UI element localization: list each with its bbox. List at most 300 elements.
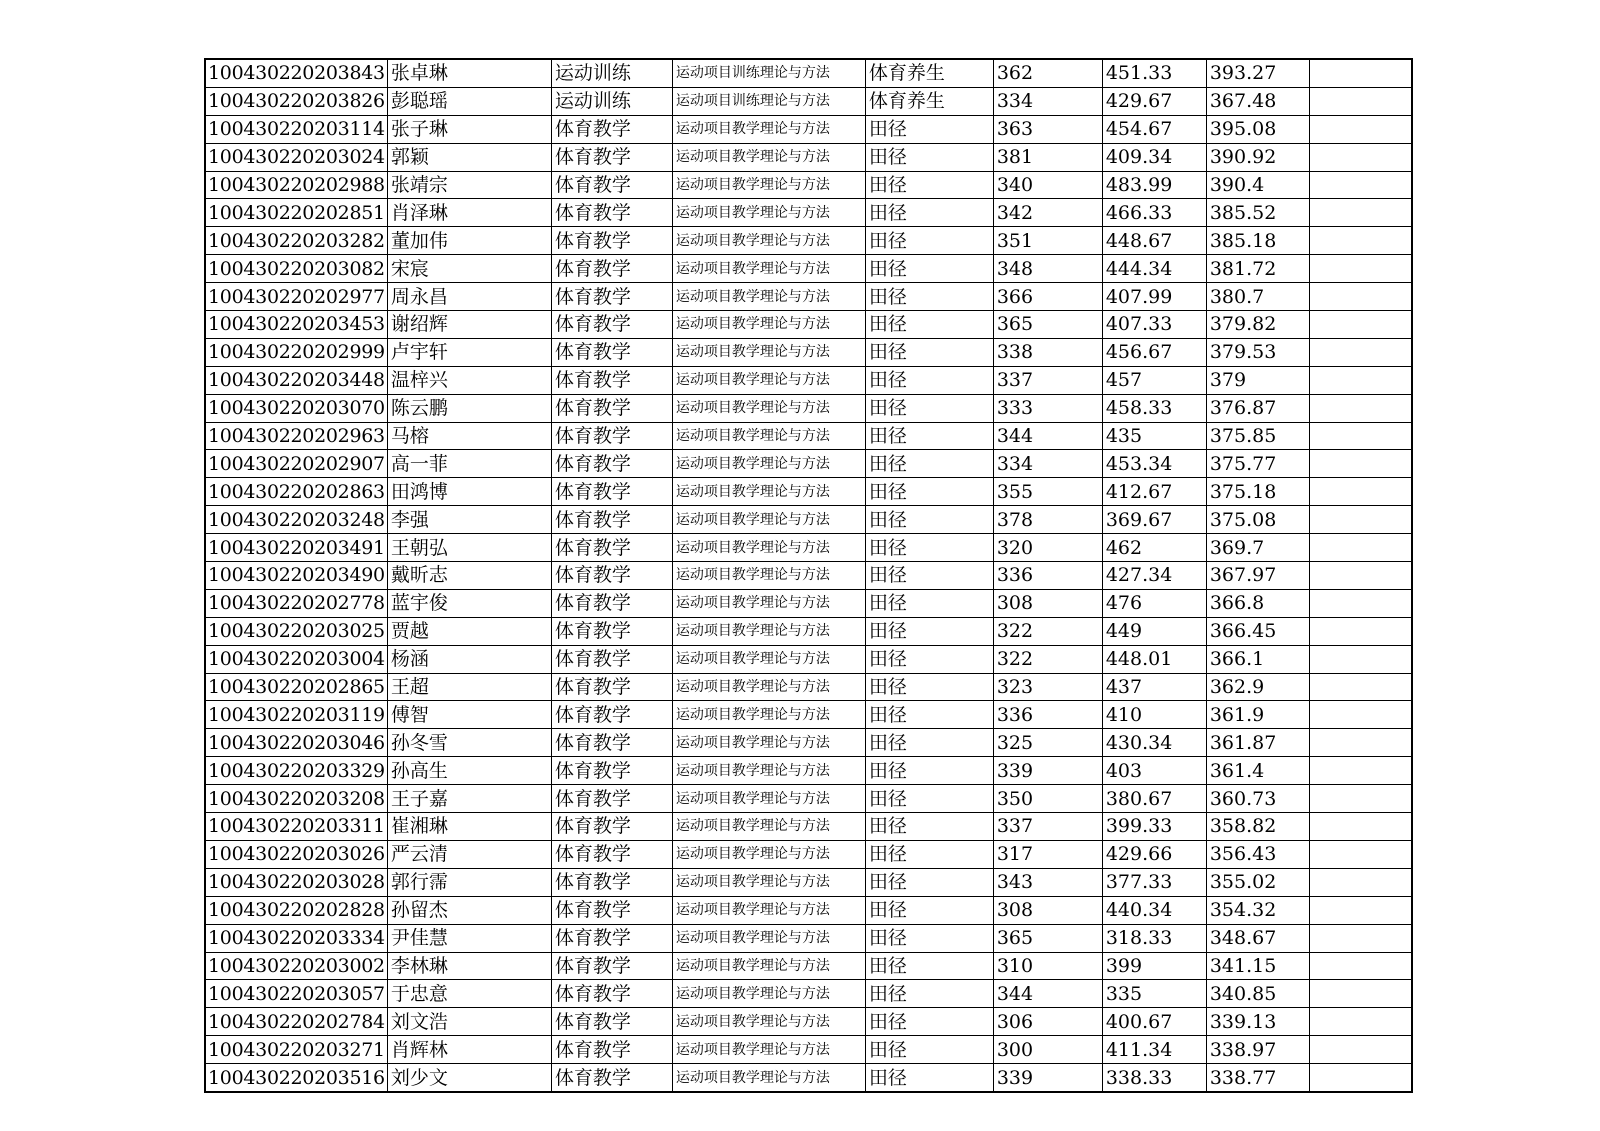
name-cell: 高一菲 bbox=[387, 450, 551, 478]
total-score-cell: 375.08 bbox=[1206, 506, 1309, 534]
remark-cell bbox=[1309, 952, 1412, 980]
table-row bbox=[205, 115, 1412, 143]
name-cell: 王朝弘 bbox=[387, 534, 551, 562]
name-cell: 李强 bbox=[387, 506, 551, 534]
remark-cell bbox=[1309, 1008, 1412, 1036]
exam-score-cell: 348 bbox=[993, 255, 1102, 283]
interview-score-cell: 458.33 bbox=[1102, 394, 1206, 422]
interview-score-cell: 454.67 bbox=[1102, 115, 1206, 143]
major-cell: 体育教学 bbox=[551, 255, 672, 283]
name-cell: 于忠意 bbox=[387, 980, 551, 1008]
interview-score-cell: 440.34 bbox=[1102, 896, 1206, 924]
name-cell: 张靖宗 bbox=[387, 171, 551, 199]
exam-number-cell: 100430220203082 bbox=[205, 255, 387, 283]
sport-cell: 田径 bbox=[865, 338, 993, 366]
name-cell: 卢宇轩 bbox=[387, 338, 551, 366]
remark-cell bbox=[1309, 506, 1412, 534]
major-cell: 体育教学 bbox=[551, 757, 672, 785]
exam-score-cell: 308 bbox=[993, 896, 1102, 924]
direction-cell: 运动项目教学理论与方法 bbox=[672, 617, 865, 645]
direction-cell: 运动项目教学理论与方法 bbox=[672, 562, 865, 590]
remark-cell bbox=[1309, 422, 1412, 450]
direction-cell: 运动项目教学理论与方法 bbox=[672, 1008, 865, 1036]
remark-cell bbox=[1309, 813, 1412, 841]
major-cell: 体育教学 bbox=[551, 227, 672, 255]
total-score-cell: 369.7 bbox=[1206, 534, 1309, 562]
exam-score-cell: 337 bbox=[993, 366, 1102, 394]
major-cell: 体育教学 bbox=[551, 980, 672, 1008]
total-score-cell: 360.73 bbox=[1206, 785, 1309, 813]
interview-score-cell: 412.67 bbox=[1102, 478, 1206, 506]
sport-cell: 田径 bbox=[865, 1036, 993, 1064]
sport-cell: 体育养生 bbox=[865, 87, 993, 115]
total-score-cell: 385.18 bbox=[1206, 227, 1309, 255]
exam-score-cell: 300 bbox=[993, 1036, 1102, 1064]
remark-cell bbox=[1309, 227, 1412, 255]
remark-cell bbox=[1309, 785, 1412, 813]
name-cell: 董加伟 bbox=[387, 227, 551, 255]
table-row bbox=[205, 366, 1412, 394]
direction-cell: 运动项目教学理论与方法 bbox=[672, 840, 865, 868]
sport-cell: 田径 bbox=[865, 255, 993, 283]
direction-cell: 运动项目教学理论与方法 bbox=[672, 757, 865, 785]
major-cell: 体育教学 bbox=[551, 924, 672, 952]
exam-score-cell: 317 bbox=[993, 840, 1102, 868]
direction-cell: 运动项目教学理论与方法 bbox=[672, 589, 865, 617]
direction-cell: 运动项目教学理论与方法 bbox=[672, 701, 865, 729]
remark-cell bbox=[1309, 617, 1412, 645]
name-cell: 戴昕志 bbox=[387, 562, 551, 590]
table-row bbox=[205, 1064, 1412, 1092]
major-cell: 体育教学 bbox=[551, 1008, 672, 1036]
name-cell: 郭颖 bbox=[387, 143, 551, 171]
name-cell: 肖泽琳 bbox=[387, 199, 551, 227]
sport-cell: 田径 bbox=[865, 227, 993, 255]
interview-score-cell: 430.34 bbox=[1102, 729, 1206, 757]
direction-cell: 运动项目教学理论与方法 bbox=[672, 255, 865, 283]
direction-cell: 运动项目教学理论与方法 bbox=[672, 115, 865, 143]
table-row bbox=[205, 868, 1412, 896]
interview-score-cell: 380.67 bbox=[1102, 785, 1206, 813]
major-cell: 体育教学 bbox=[551, 1064, 672, 1092]
direction-cell: 运动项目教学理论与方法 bbox=[672, 171, 865, 199]
total-score-cell: 366.8 bbox=[1206, 589, 1309, 617]
sport-cell: 田径 bbox=[865, 366, 993, 394]
remark-cell bbox=[1309, 840, 1412, 868]
exam-score-cell: 323 bbox=[993, 673, 1102, 701]
table-row bbox=[205, 534, 1412, 562]
sport-cell: 田径 bbox=[865, 422, 993, 450]
interview-score-cell: 444.34 bbox=[1102, 255, 1206, 283]
table-row bbox=[205, 422, 1412, 450]
total-score-cell: 354.32 bbox=[1206, 896, 1309, 924]
exam-number-cell: 100430220203002 bbox=[205, 952, 387, 980]
exam-number-cell: 100430220203282 bbox=[205, 227, 387, 255]
exam-number-cell: 100430220202828 bbox=[205, 896, 387, 924]
interview-score-cell: 409.34 bbox=[1102, 143, 1206, 171]
table-row bbox=[205, 562, 1412, 590]
interview-score-cell: 456.67 bbox=[1102, 338, 1206, 366]
sport-cell: 田径 bbox=[865, 589, 993, 617]
total-score-cell: 376.87 bbox=[1206, 394, 1309, 422]
exam-number-cell: 100430220203490 bbox=[205, 562, 387, 590]
sport-cell: 田径 bbox=[865, 143, 993, 171]
exam-score-cell: 310 bbox=[993, 952, 1102, 980]
exam-score-cell: 363 bbox=[993, 115, 1102, 143]
total-score-cell: 362.9 bbox=[1206, 673, 1309, 701]
remark-cell bbox=[1309, 478, 1412, 506]
exam-score-cell: 351 bbox=[993, 227, 1102, 255]
table-row bbox=[205, 785, 1412, 813]
remark-cell bbox=[1309, 701, 1412, 729]
table-row bbox=[205, 338, 1412, 366]
major-cell: 体育教学 bbox=[551, 338, 672, 366]
remark-cell bbox=[1309, 757, 1412, 785]
remark-cell bbox=[1309, 87, 1412, 115]
name-cell: 肖辉林 bbox=[387, 1036, 551, 1064]
exam-score-cell: 337 bbox=[993, 813, 1102, 841]
exam-number-cell: 100430220202988 bbox=[205, 171, 387, 199]
sport-cell: 田径 bbox=[865, 785, 993, 813]
major-cell: 体育教学 bbox=[551, 311, 672, 339]
results-table bbox=[204, 58, 1413, 1093]
name-cell: 彭聪瑶 bbox=[387, 87, 551, 115]
sport-cell: 田径 bbox=[865, 840, 993, 868]
direction-cell: 运动项目教学理论与方法 bbox=[672, 311, 865, 339]
table-row bbox=[205, 199, 1412, 227]
table-row bbox=[205, 924, 1412, 952]
sport-cell: 田径 bbox=[865, 394, 993, 422]
table-row bbox=[205, 506, 1412, 534]
exam-number-cell: 100430220203046 bbox=[205, 729, 387, 757]
interview-score-cell: 318.33 bbox=[1102, 924, 1206, 952]
major-cell: 体育教学 bbox=[551, 115, 672, 143]
remark-cell bbox=[1309, 199, 1412, 227]
sport-cell: 田径 bbox=[865, 450, 993, 478]
remark-cell bbox=[1309, 115, 1412, 143]
sport-cell: 田径 bbox=[865, 617, 993, 645]
exam-score-cell: 339 bbox=[993, 1064, 1102, 1092]
direction-cell: 运动项目训练理论与方法 bbox=[672, 87, 865, 115]
exam-number-cell: 100430220203843 bbox=[205, 59, 387, 87]
table-row bbox=[205, 701, 1412, 729]
interview-score-cell: 483.99 bbox=[1102, 171, 1206, 199]
direction-cell: 运动项目教学理论与方法 bbox=[672, 980, 865, 1008]
exam-number-cell: 100430220203491 bbox=[205, 534, 387, 562]
total-score-cell: 379.82 bbox=[1206, 311, 1309, 339]
total-score-cell: 385.52 bbox=[1206, 199, 1309, 227]
total-score-cell: 393.27 bbox=[1206, 59, 1309, 87]
total-score-cell: 390.92 bbox=[1206, 143, 1309, 171]
direction-cell: 运动项目教学理论与方法 bbox=[672, 1036, 865, 1064]
major-cell: 运动训练 bbox=[551, 59, 672, 87]
direction-cell: 运动项目教学理论与方法 bbox=[672, 924, 865, 952]
total-score-cell: 367.48 bbox=[1206, 87, 1309, 115]
major-cell: 体育教学 bbox=[551, 589, 672, 617]
table-row bbox=[205, 645, 1412, 673]
interview-score-cell: 403 bbox=[1102, 757, 1206, 785]
major-cell: 体育教学 bbox=[551, 562, 672, 590]
remark-cell bbox=[1309, 673, 1412, 701]
total-score-cell: 355.02 bbox=[1206, 868, 1309, 896]
exam-number-cell: 100430220202865 bbox=[205, 673, 387, 701]
sport-cell: 田径 bbox=[865, 534, 993, 562]
direction-cell: 运动项目教学理论与方法 bbox=[672, 896, 865, 924]
interview-score-cell: 466.33 bbox=[1102, 199, 1206, 227]
total-score-cell: 390.4 bbox=[1206, 171, 1309, 199]
interview-score-cell: 449 bbox=[1102, 617, 1206, 645]
total-score-cell: 361.9 bbox=[1206, 701, 1309, 729]
name-cell: 马榕 bbox=[387, 422, 551, 450]
exam-number-cell: 100430220203248 bbox=[205, 506, 387, 534]
exam-score-cell: 333 bbox=[993, 394, 1102, 422]
total-score-cell: 379 bbox=[1206, 366, 1309, 394]
direction-cell: 运动项目教学理论与方法 bbox=[672, 450, 865, 478]
interview-score-cell: 448.01 bbox=[1102, 645, 1206, 673]
interview-score-cell: 407.33 bbox=[1102, 311, 1206, 339]
remark-cell bbox=[1309, 311, 1412, 339]
remark-cell bbox=[1309, 645, 1412, 673]
exam-number-cell: 100430220202977 bbox=[205, 283, 387, 311]
exam-number-cell: 100430220203208 bbox=[205, 785, 387, 813]
sport-cell: 田径 bbox=[865, 115, 993, 143]
remark-cell bbox=[1309, 924, 1412, 952]
exam-score-cell: 378 bbox=[993, 506, 1102, 534]
exam-score-cell: 306 bbox=[993, 1008, 1102, 1036]
direction-cell: 运动项目教学理论与方法 bbox=[672, 645, 865, 673]
sport-cell: 田径 bbox=[865, 1008, 993, 1036]
name-cell: 宋宸 bbox=[387, 255, 551, 283]
sport-cell: 田径 bbox=[865, 562, 993, 590]
exam-score-cell: 334 bbox=[993, 450, 1102, 478]
table-row bbox=[205, 952, 1412, 980]
major-cell: 体育教学 bbox=[551, 896, 672, 924]
major-cell: 体育教学 bbox=[551, 868, 672, 896]
sport-cell: 田径 bbox=[865, 506, 993, 534]
sport-cell: 田径 bbox=[865, 1064, 993, 1092]
table-row bbox=[205, 255, 1412, 283]
table-row bbox=[205, 813, 1412, 841]
exam-score-cell: 362 bbox=[993, 59, 1102, 87]
exam-score-cell: 336 bbox=[993, 562, 1102, 590]
name-cell: 崔湘琳 bbox=[387, 813, 551, 841]
exam-score-cell: 336 bbox=[993, 701, 1102, 729]
exam-score-cell: 320 bbox=[993, 534, 1102, 562]
remark-cell bbox=[1309, 980, 1412, 1008]
exam-number-cell: 100430220203453 bbox=[205, 311, 387, 339]
table-row bbox=[205, 283, 1412, 311]
sport-cell: 田径 bbox=[865, 645, 993, 673]
direction-cell: 运动项目教学理论与方法 bbox=[672, 366, 865, 394]
exam-number-cell: 100430220202907 bbox=[205, 450, 387, 478]
table-row bbox=[205, 143, 1412, 171]
exam-number-cell: 100430220203826 bbox=[205, 87, 387, 115]
exam-number-cell: 100430220203329 bbox=[205, 757, 387, 785]
interview-score-cell: 437 bbox=[1102, 673, 1206, 701]
interview-score-cell: 427.34 bbox=[1102, 562, 1206, 590]
exam-number-cell: 100430220203311 bbox=[205, 813, 387, 841]
direction-cell: 运动项目教学理论与方法 bbox=[672, 729, 865, 757]
remark-cell bbox=[1309, 1036, 1412, 1064]
table-row bbox=[205, 450, 1412, 478]
exam-number-cell: 100430220203070 bbox=[205, 394, 387, 422]
major-cell: 体育教学 bbox=[551, 199, 672, 227]
direction-cell: 运动项目教学理论与方法 bbox=[672, 813, 865, 841]
sport-cell: 田径 bbox=[865, 980, 993, 1008]
direction-cell: 运动项目教学理论与方法 bbox=[672, 227, 865, 255]
major-cell: 体育教学 bbox=[551, 813, 672, 841]
exam-number-cell: 100430220202863 bbox=[205, 478, 387, 506]
direction-cell: 运动项目教学理论与方法 bbox=[672, 478, 865, 506]
exam-number-cell: 100430220203025 bbox=[205, 617, 387, 645]
name-cell: 孙冬雪 bbox=[387, 729, 551, 757]
total-score-cell: 338.97 bbox=[1206, 1036, 1309, 1064]
direction-cell: 运动项目教学理论与方法 bbox=[672, 199, 865, 227]
interview-score-cell: 399 bbox=[1102, 952, 1206, 980]
exam-score-cell: 325 bbox=[993, 729, 1102, 757]
remark-cell bbox=[1309, 1064, 1412, 1092]
exam-number-cell: 100430220203028 bbox=[205, 868, 387, 896]
major-cell: 体育教学 bbox=[551, 1036, 672, 1064]
major-cell: 体育教学 bbox=[551, 701, 672, 729]
table-row bbox=[205, 980, 1412, 1008]
name-cell: 尹佳慧 bbox=[387, 924, 551, 952]
interview-score-cell: 400.67 bbox=[1102, 1008, 1206, 1036]
name-cell: 张子琳 bbox=[387, 115, 551, 143]
remark-cell bbox=[1309, 562, 1412, 590]
remark-cell bbox=[1309, 534, 1412, 562]
remark-cell bbox=[1309, 589, 1412, 617]
total-score-cell: 395.08 bbox=[1206, 115, 1309, 143]
exam-score-cell: 344 bbox=[993, 980, 1102, 1008]
total-score-cell: 380.7 bbox=[1206, 283, 1309, 311]
total-score-cell: 381.72 bbox=[1206, 255, 1309, 283]
remark-cell bbox=[1309, 729, 1412, 757]
direction-cell: 运动项目教学理论与方法 bbox=[672, 868, 865, 896]
interview-score-cell: 451.33 bbox=[1102, 59, 1206, 87]
interview-score-cell: 411.34 bbox=[1102, 1036, 1206, 1064]
interview-score-cell: 407.99 bbox=[1102, 283, 1206, 311]
major-cell: 体育教学 bbox=[551, 617, 672, 645]
interview-score-cell: 369.67 bbox=[1102, 506, 1206, 534]
exam-score-cell: 340 bbox=[993, 171, 1102, 199]
exam-score-cell: 322 bbox=[993, 645, 1102, 673]
remark-cell bbox=[1309, 450, 1412, 478]
exam-number-cell: 100430220202999 bbox=[205, 338, 387, 366]
table-row bbox=[205, 840, 1412, 868]
exam-number-cell: 100430220203114 bbox=[205, 115, 387, 143]
exam-number-cell: 100430220202851 bbox=[205, 199, 387, 227]
name-cell: 陈云鹏 bbox=[387, 394, 551, 422]
remark-cell bbox=[1309, 255, 1412, 283]
sport-cell: 田径 bbox=[865, 199, 993, 227]
sport-cell: 田径 bbox=[865, 478, 993, 506]
exam-number-cell: 100430220203057 bbox=[205, 980, 387, 1008]
exam-number-cell: 100430220203119 bbox=[205, 701, 387, 729]
exam-score-cell: 366 bbox=[993, 283, 1102, 311]
exam-score-cell: 365 bbox=[993, 311, 1102, 339]
total-score-cell: 375.77 bbox=[1206, 450, 1309, 478]
total-score-cell: 361.87 bbox=[1206, 729, 1309, 757]
table-row bbox=[205, 394, 1412, 422]
total-score-cell: 366.45 bbox=[1206, 617, 1309, 645]
sport-cell: 田径 bbox=[865, 701, 993, 729]
total-score-cell: 367.97 bbox=[1206, 562, 1309, 590]
exam-number-cell: 100430220203271 bbox=[205, 1036, 387, 1064]
major-cell: 运动训练 bbox=[551, 87, 672, 115]
major-cell: 体育教学 bbox=[551, 952, 672, 980]
table-row bbox=[205, 1008, 1412, 1036]
exam-score-cell: 322 bbox=[993, 617, 1102, 645]
interview-score-cell: 462 bbox=[1102, 534, 1206, 562]
interview-score-cell: 338.33 bbox=[1102, 1064, 1206, 1092]
total-score-cell: 338.77 bbox=[1206, 1064, 1309, 1092]
interview-score-cell: 377.33 bbox=[1102, 868, 1206, 896]
interview-score-cell: 435 bbox=[1102, 422, 1206, 450]
sport-cell: 田径 bbox=[865, 868, 993, 896]
sport-cell: 田径 bbox=[865, 311, 993, 339]
sport-cell: 田径 bbox=[865, 757, 993, 785]
name-cell: 李林琳 bbox=[387, 952, 551, 980]
remark-cell bbox=[1309, 394, 1412, 422]
major-cell: 体育教学 bbox=[551, 450, 672, 478]
name-cell: 蓝宇俊 bbox=[387, 589, 551, 617]
total-score-cell: 358.82 bbox=[1206, 813, 1309, 841]
exam-score-cell: 355 bbox=[993, 478, 1102, 506]
exam-number-cell: 100430220203334 bbox=[205, 924, 387, 952]
table-row bbox=[205, 757, 1412, 785]
sport-cell: 田径 bbox=[865, 896, 993, 924]
direction-cell: 运动项目教学理论与方法 bbox=[672, 534, 865, 562]
total-score-cell: 366.1 bbox=[1206, 645, 1309, 673]
name-cell: 张卓琳 bbox=[387, 59, 551, 87]
direction-cell: 运动项目教学理论与方法 bbox=[672, 952, 865, 980]
sport-cell: 田径 bbox=[865, 924, 993, 952]
interview-score-cell: 335 bbox=[1102, 980, 1206, 1008]
major-cell: 体育教学 bbox=[551, 171, 672, 199]
name-cell: 郭行霈 bbox=[387, 868, 551, 896]
interview-score-cell: 429.67 bbox=[1102, 87, 1206, 115]
major-cell: 体育教学 bbox=[551, 645, 672, 673]
interview-score-cell: 410 bbox=[1102, 701, 1206, 729]
exam-number-cell: 100430220202963 bbox=[205, 422, 387, 450]
total-score-cell: 340.85 bbox=[1206, 980, 1309, 1008]
name-cell: 贾越 bbox=[387, 617, 551, 645]
remark-cell bbox=[1309, 59, 1412, 87]
table-row bbox=[205, 311, 1412, 339]
name-cell: 严云清 bbox=[387, 840, 551, 868]
major-cell: 体育教学 bbox=[551, 422, 672, 450]
total-score-cell: 348.67 bbox=[1206, 924, 1309, 952]
exam-number-cell: 100430220203024 bbox=[205, 143, 387, 171]
total-score-cell: 339.13 bbox=[1206, 1008, 1309, 1036]
remark-cell bbox=[1309, 366, 1412, 394]
name-cell: 谢绍辉 bbox=[387, 311, 551, 339]
table-row bbox=[205, 87, 1412, 115]
exam-number-cell: 100430220203448 bbox=[205, 366, 387, 394]
interview-score-cell: 476 bbox=[1102, 589, 1206, 617]
exam-number-cell: 100430220203026 bbox=[205, 840, 387, 868]
interview-score-cell: 399.33 bbox=[1102, 813, 1206, 841]
exam-number-cell: 100430220202778 bbox=[205, 589, 387, 617]
name-cell: 孙高生 bbox=[387, 757, 551, 785]
exam-score-cell: 365 bbox=[993, 924, 1102, 952]
exam-score-cell: 350 bbox=[993, 785, 1102, 813]
major-cell: 体育教学 bbox=[551, 506, 672, 534]
direction-cell: 运动项目教学理论与方法 bbox=[672, 1064, 865, 1092]
exam-number-cell: 100430220202784 bbox=[205, 1008, 387, 1036]
direction-cell: 运动项目训练理论与方法 bbox=[672, 59, 865, 87]
